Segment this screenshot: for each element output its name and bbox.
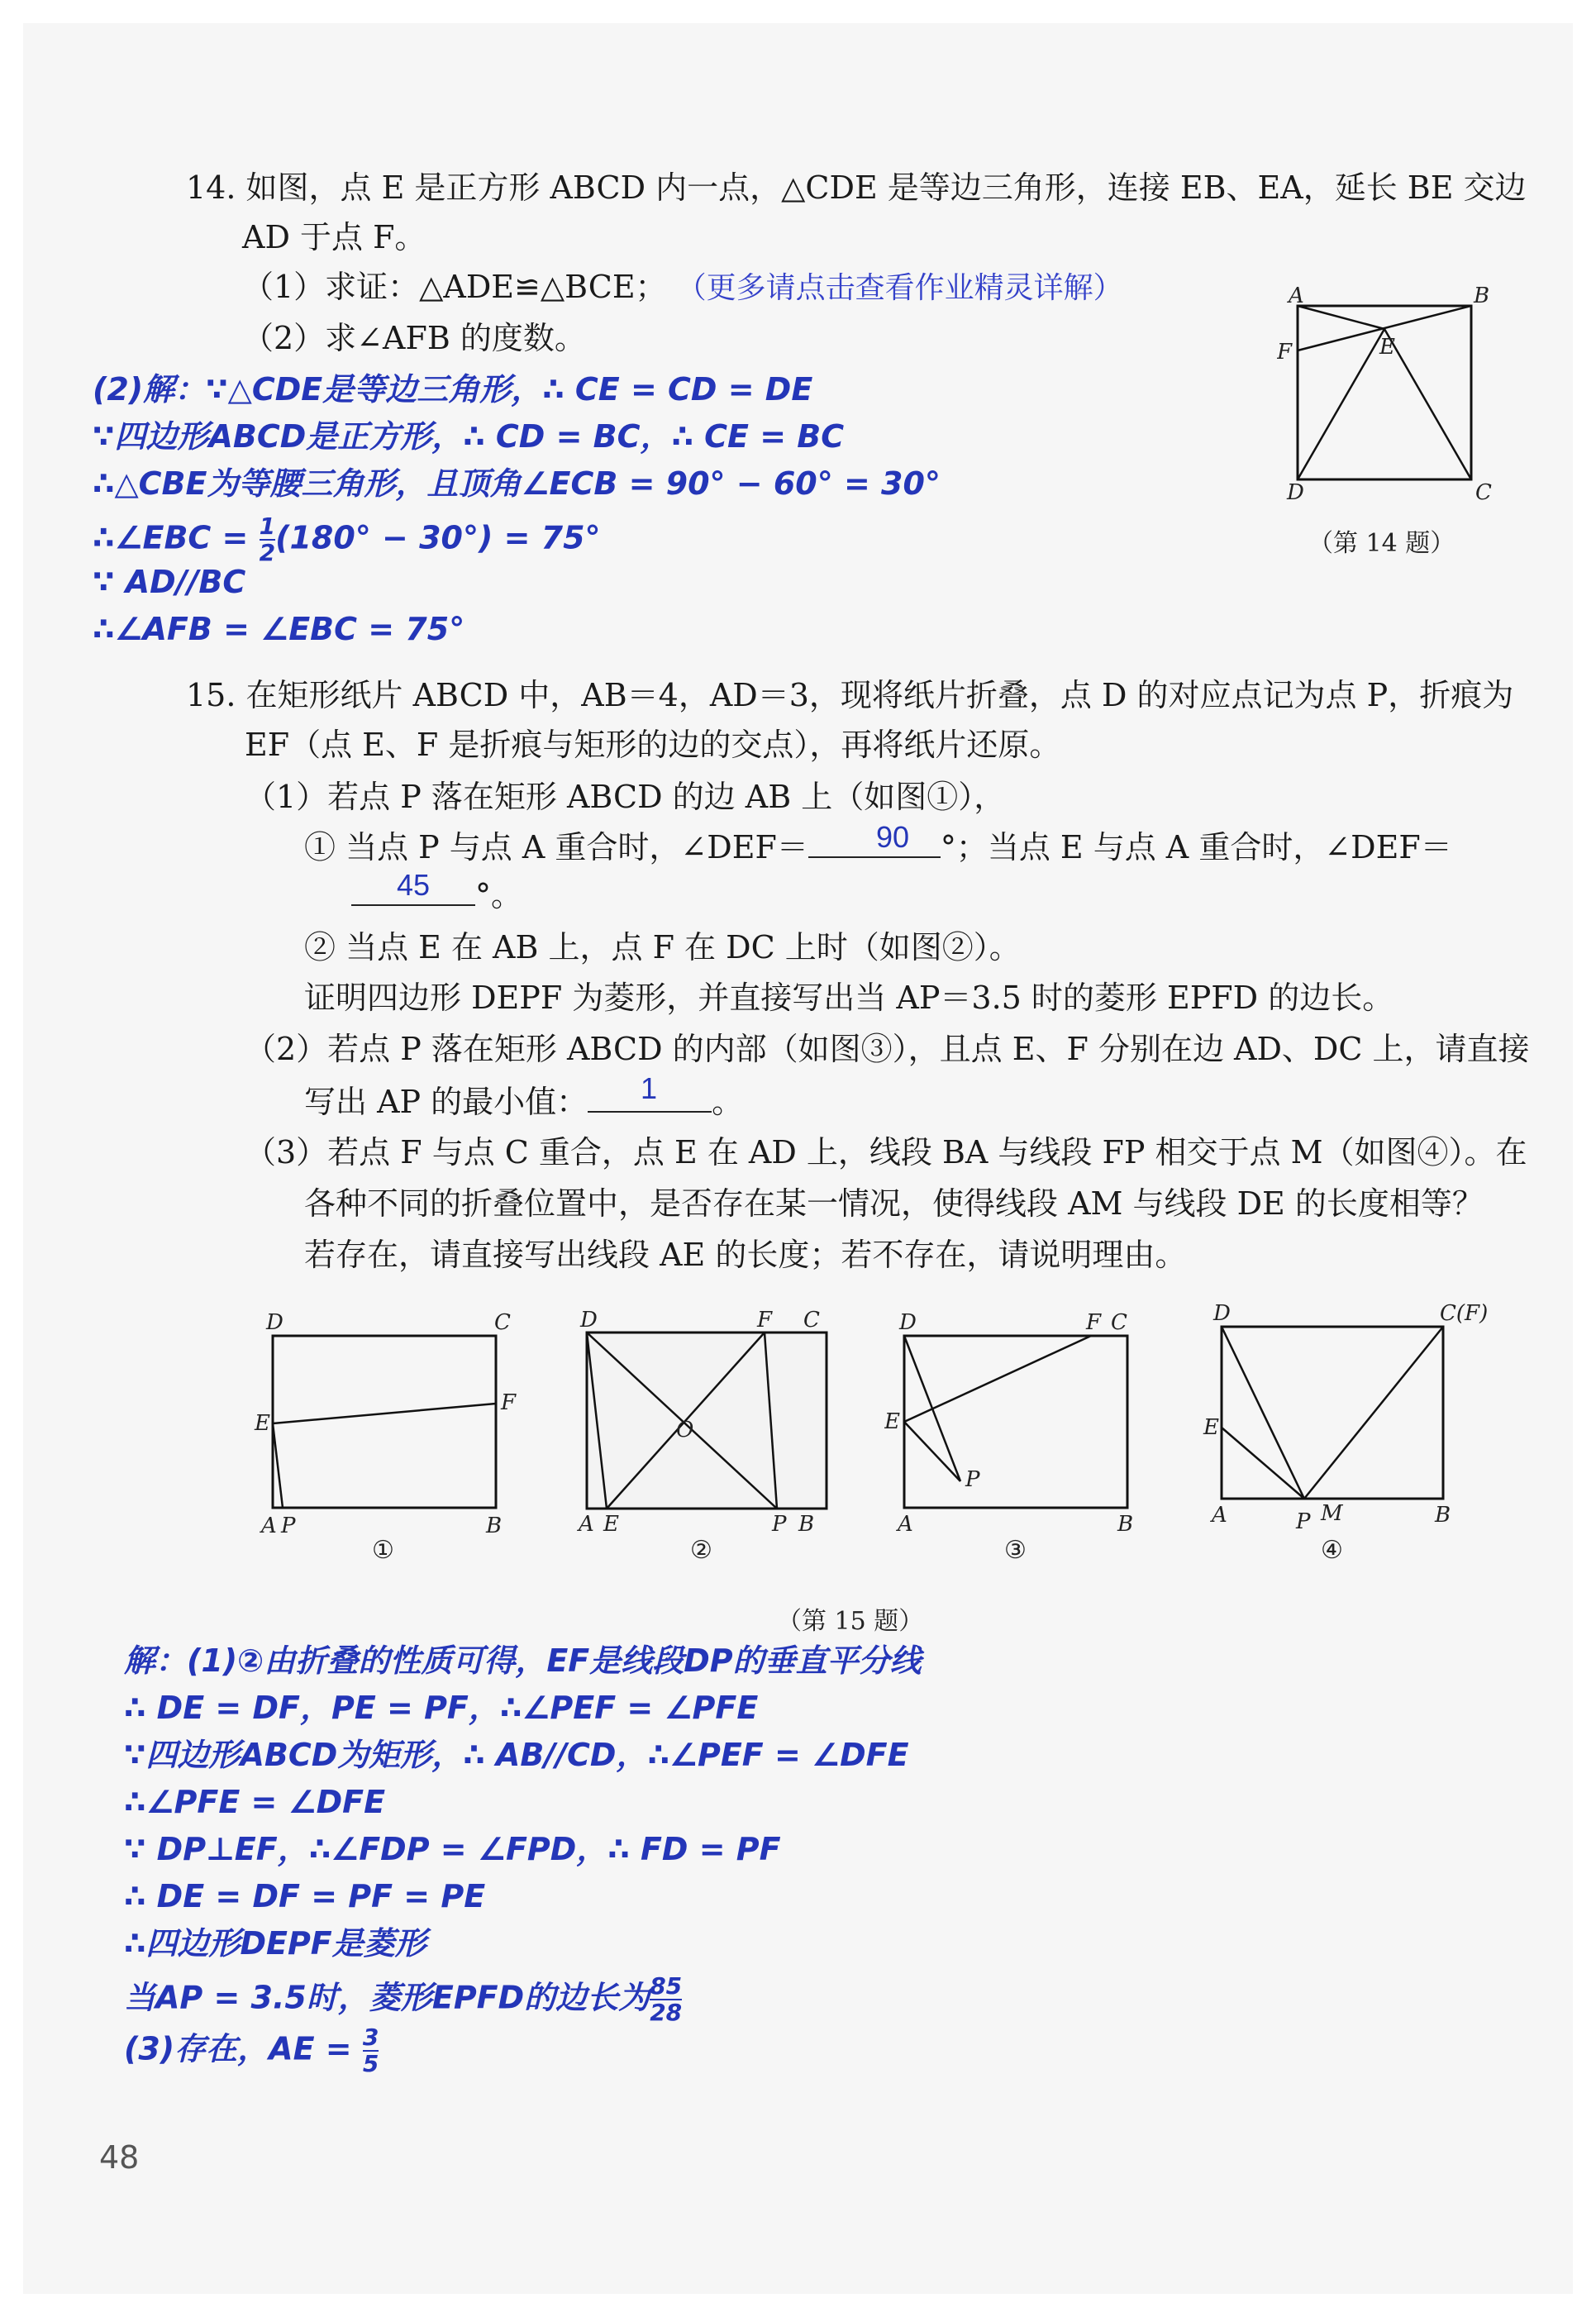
p15-p1a-end: °。 <box>475 877 523 913</box>
p14-line1: 14. 如图，点 E 是正方形 ABCD 内一点，△CDE 是等边三角形，连接 EB、EA，延长 BE 交边 <box>186 169 1527 206</box>
figure-15-1 <box>248 1306 529 1554</box>
fig1-caption: ① <box>372 1536 394 1565</box>
sol15-line9-text: (3)存在，AE = <box>124 2030 363 2067</box>
p15-p1c: 证明四边形 DEPF 为菱形，并直接写出当 AP＝3.5 时的菱形 EPFD 的边长。 <box>304 980 1394 1016</box>
p15-caption: （第 15 题） <box>777 1607 924 1636</box>
figure-14 <box>1277 281 1492 513</box>
fig3-label-F: F <box>1086 1310 1102 1335</box>
fig2-label-F: F <box>757 1308 773 1333</box>
fig3-line-EP <box>904 1422 960 1481</box>
sol15-line5: ∵ DP⊥EF，∴∠FDP = ∠FPD，∴ FD = PF <box>124 1831 781 1867</box>
fig2-label-A: A <box>579 1512 594 1537</box>
fig14-label-B: B <box>1474 284 1490 308</box>
fig14-label-E: E <box>1379 335 1395 360</box>
blank-1[interactable] <box>808 827 941 858</box>
fig2-label-D: D <box>580 1308 598 1333</box>
sol14-line3: ∴△CBE为等腰三角形，且顶角∠ECB = 90° − 60° = 30° <box>93 465 941 502</box>
fig2-rect <box>587 1333 827 1509</box>
p15-p1a-2 <box>351 875 522 915</box>
sol15-frac1-num: 85 <box>650 1972 683 2000</box>
fig4-line-DP <box>1222 1327 1304 1499</box>
fig4-label-P: P <box>1296 1509 1311 1534</box>
fig1-label-F: F <box>501 1390 517 1415</box>
fig4-label-D: D <box>1213 1302 1231 1326</box>
fig3-label-C: C <box>1111 1310 1127 1335</box>
p14-q1 <box>242 267 1123 308</box>
fig1-label-B: B <box>486 1514 503 1538</box>
sol15-frac2-num: 3 <box>362 2024 379 2051</box>
hw-answer-1: 1 <box>641 1071 658 1105</box>
fig4-label-CF: C(F) <box>1440 1302 1489 1326</box>
fig2-caption: ② <box>690 1536 712 1565</box>
sol14-line5: ∵ AD//BC <box>93 564 246 600</box>
fig4-line-FP <box>1304 1327 1443 1499</box>
sol15-fraction-1 <box>650 1974 682 2025</box>
sol14-frac-den: 2 <box>259 539 276 566</box>
p15-p1a-mid: °；当点 E 与点 A 重合时，∠DEF＝ <box>940 829 1452 865</box>
figure-15-2 <box>570 1306 843 1554</box>
fig1-line-EP <box>273 1423 283 1508</box>
fig3-label-P: P <box>965 1467 980 1492</box>
sol14-fraction <box>260 514 275 565</box>
fig14-line-CE <box>1384 329 1471 479</box>
sol15-line9 <box>124 2025 379 2076</box>
p15-p3b: 各种不同的折叠位置中，是否存在某一情况，使得线段 AM 与线段 DE 的长度相等？ <box>304 1185 1484 1222</box>
sol15-line7: ∴四边形DEPF是菱形 <box>124 1925 426 1962</box>
hw-answer-45: 45 <box>397 868 431 902</box>
p14-q1-text: （1）求证：△ADE≌△BCE； <box>242 269 667 305</box>
sol14-line4-post: (180° − 30°) = 75° <box>275 519 601 556</box>
fig1-rect <box>273 1336 496 1508</box>
sol15-line6: ∴ DE = DF = PF = PE <box>124 1878 486 1914</box>
fig2-label-E: E <box>603 1512 619 1537</box>
sol14-line4 <box>93 514 601 565</box>
p14-q2: （2）求∠AFB 的度数。 <box>242 320 586 356</box>
fig3-label-A: A <box>898 1512 913 1537</box>
p15-line2: EF（点 E、F 是折痕与矩形的边的交点），再将纸片还原。 <box>245 727 1061 763</box>
fig1-label-C: C <box>494 1310 511 1335</box>
fig4-line-EP <box>1222 1428 1304 1499</box>
fig4-label-M: M <box>1321 1501 1343 1526</box>
p15-p2b-pre: 写出 AP 的最小值： <box>304 1084 588 1120</box>
sol14-line6: ∴∠AFB = ∠EBC = 75° <box>93 611 465 647</box>
sol15-line2: ∴ DE = DF，PE = PF，∴∠PEF = ∠PFE <box>124 1690 759 1726</box>
p15-p3a: （3）若点 F 与点 C 重合，点 E 在 AD 上，线段 BA 与线段 FP 相交于点 M（如图④）。在 <box>245 1134 1527 1170</box>
fig3-caption: ③ <box>1004 1536 1027 1565</box>
fig2-label-B: B <box>798 1512 815 1537</box>
fig4-caption: ④ <box>1321 1536 1343 1565</box>
fig2-label-O: O <box>676 1418 694 1442</box>
fig14-label-F: F <box>1277 340 1293 365</box>
fig4-label-B: B <box>1435 1503 1451 1528</box>
fig14-label-C: C <box>1475 480 1492 505</box>
fig3-label-B: B <box>1117 1512 1134 1537</box>
sol15-line8 <box>124 1974 682 2025</box>
sol14-line2: ∵四边形ABCD是正方形，∴ CD = BC，∴ CE = BC <box>93 418 845 455</box>
sol14-line4-pre: ∴∠EBC = <box>93 519 260 556</box>
fig3-line-DP <box>904 1336 960 1481</box>
p15-p2b <box>304 1081 743 1122</box>
fig4-label-A: A <box>1212 1503 1227 1528</box>
p15-p1: （1）若点 P 落在矩形 ABCD 的边 AB 上（如图①）， <box>245 779 1006 815</box>
p15-p2a: （2）若点 P 落在矩形 ABCD 的内部（如图③），且点 E、F 分别在边 AD、DC 上，请直接 <box>245 1031 1530 1067</box>
p15-p1b: ② 当点 E 在 AB 上，点 F 在 DC 上时（如图②）。 <box>304 929 1021 965</box>
sol14-frac-num: 1 <box>259 513 276 540</box>
sol15-fraction-2 <box>363 2025 379 2076</box>
fig14-line-DE <box>1298 329 1384 479</box>
fig2-label-C: C <box>803 1308 820 1333</box>
fig1-label-D: D <box>266 1310 283 1335</box>
fig1-line-EF <box>273 1404 496 1423</box>
fig14-line-AE <box>1298 306 1384 329</box>
fig1-label-E: E <box>255 1411 270 1436</box>
sol15-line3: ∵四边形ABCD为矩形，∴ AB//CD，∴∠PEF = ∠DFE <box>124 1737 909 1773</box>
page-number: 48 <box>99 2139 140 2176</box>
fig4-rect <box>1222 1327 1443 1499</box>
p14-caption: （第 14 题） <box>1308 529 1455 558</box>
hw-answer-90: 90 <box>876 820 910 854</box>
solution-link[interactable]: （更多请点击查看作业精灵详解） <box>676 271 1123 305</box>
sol15-frac2-den: 5 <box>362 2050 379 2077</box>
sol15-line8-text: 当AP = 3.5时，菱形EPFD的边长为 <box>124 1979 650 2016</box>
fig1-label-P: P <box>281 1514 296 1538</box>
sol15-line4: ∴∠PFE = ∠DFE <box>124 1784 386 1820</box>
figure-15-4 <box>1198 1302 1496 1550</box>
p15-line1: 15. 在矩形纸片 ABCD 中，AB＝4，AD＝3，现将纸片折叠，点 D 的对应点记为点 P，折痕为 <box>186 677 1514 713</box>
p15-p3c: 若存在，请直接写出线段 AE 的长度；若不存在，请说明理由。 <box>304 1237 1187 1273</box>
sol15-frac1-den: 28 <box>650 1999 683 2026</box>
fig4-label-E: E <box>1203 1415 1219 1440</box>
fig3-label-E: E <box>884 1409 900 1434</box>
fig3-label-D: D <box>899 1310 917 1335</box>
p14-line2: AD 于点 F。 <box>242 219 426 255</box>
sol15-line1: 解：(1)②由折叠的性质可得，EF是线段DP的垂直平分线 <box>124 1642 922 1679</box>
p15-p2b-end: 。 <box>712 1084 744 1120</box>
fig14-square <box>1298 306 1471 479</box>
fig14-label-A: A <box>1289 284 1304 308</box>
fig14-label-D: D <box>1287 480 1304 505</box>
sol14-line1: (2)解：∵△CDE是等边三角形，∴ CE = CD = DE <box>93 371 813 408</box>
fig2-label-P: P <box>772 1512 787 1537</box>
p15-p1a-pre: ① 当点 P 与点 A 重合时，∠DEF＝ <box>304 829 808 865</box>
figure-15-3 <box>884 1306 1157 1554</box>
fig1-label-A: A <box>261 1514 277 1538</box>
